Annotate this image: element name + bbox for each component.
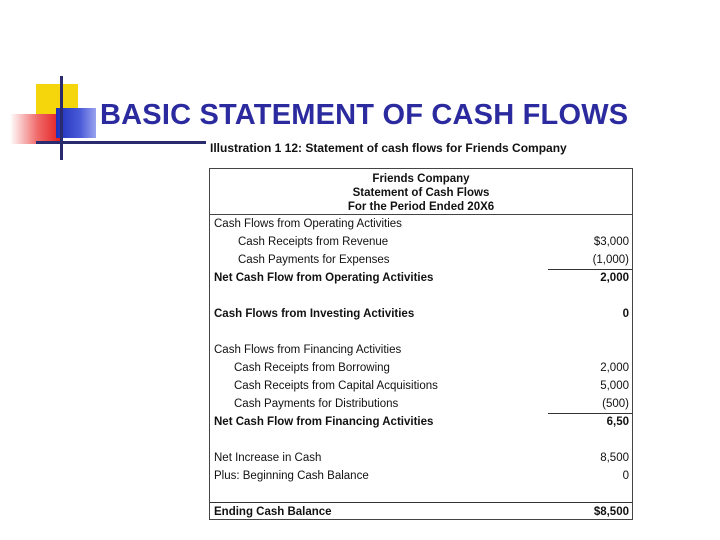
row-receipts-revenue <box>210 236 632 252</box>
total-rule <box>210 502 632 503</box>
row-value: 0 <box>622 470 629 482</box>
slide-title: BASIC STATEMENT OF CASH FLOWS <box>100 99 629 131</box>
row-receipts-capital <box>210 380 632 396</box>
company-name: Friends Company <box>372 173 470 185</box>
decor-vertical-line <box>60 76 63 160</box>
row-value: $3,000 <box>593 236 629 248</box>
row-ending-balance <box>210 506 632 522</box>
row-value: (1,000) <box>592 254 629 266</box>
subtotal-rule <box>548 413 632 414</box>
row-value: 2,000 <box>600 362 629 374</box>
row-payments-expenses <box>210 254 632 270</box>
row-label: Cash Flows from Investing Activities <box>214 308 415 320</box>
row-beginning-balance <box>210 470 632 486</box>
row-label: Cash Payments for Expenses <box>238 254 390 266</box>
decor-red-bar <box>10 114 60 144</box>
row-value: $8,500 <box>593 506 629 518</box>
subtotal-rule <box>548 269 632 270</box>
row-label: Cash Receipts from Capital Acquisitions <box>234 380 438 392</box>
row-label: Cash Receipts from Borrowing <box>234 362 390 374</box>
row-label: Cash Flows from Operating Activities <box>214 218 402 230</box>
row-receipts-borrowing <box>210 362 632 378</box>
row-value: 6,50 <box>606 416 629 428</box>
row-payments-distributions <box>210 398 632 414</box>
row-label: Cash Flows from Financing Activities <box>214 344 402 356</box>
row-net-increase <box>210 452 632 468</box>
statement-period: For the Period Ended 20X6 <box>347 201 495 213</box>
row-label: Cash Receipts from Revenue <box>238 236 389 248</box>
row-label: Ending Cash Balance <box>214 506 332 518</box>
illustration-caption: Illustration 1 12: Statement of cash flows for Friends Company <box>210 141 567 155</box>
row-financing-heading <box>210 344 632 360</box>
statement-name: Statement of Cash Flows <box>352 187 490 199</box>
row-label: Net Cash Flow from Financing Activities <box>214 416 434 428</box>
row-value: (500) <box>602 398 629 410</box>
row-label: Net Cash Flow from Operating Activities <box>214 272 434 284</box>
row-investing <box>210 308 632 324</box>
row-value: 2,000 <box>600 272 629 284</box>
row-label: Net Increase in Cash <box>214 452 322 464</box>
row-net-operating <box>210 272 632 288</box>
row-value: 8,500 <box>600 452 629 464</box>
row-label: Plus: Beginning Cash Balance <box>214 470 369 482</box>
row-value: 5,000 <box>600 380 629 392</box>
cash-flow-statement <box>209 168 633 520</box>
row-operating-heading <box>210 218 632 234</box>
decor-horizontal-line <box>36 141 206 144</box>
row-value: 0 <box>622 308 629 320</box>
row-label: Cash Payments for Distributions <box>234 398 399 410</box>
row-net-financing <box>210 416 632 432</box>
statement-header <box>210 169 632 215</box>
